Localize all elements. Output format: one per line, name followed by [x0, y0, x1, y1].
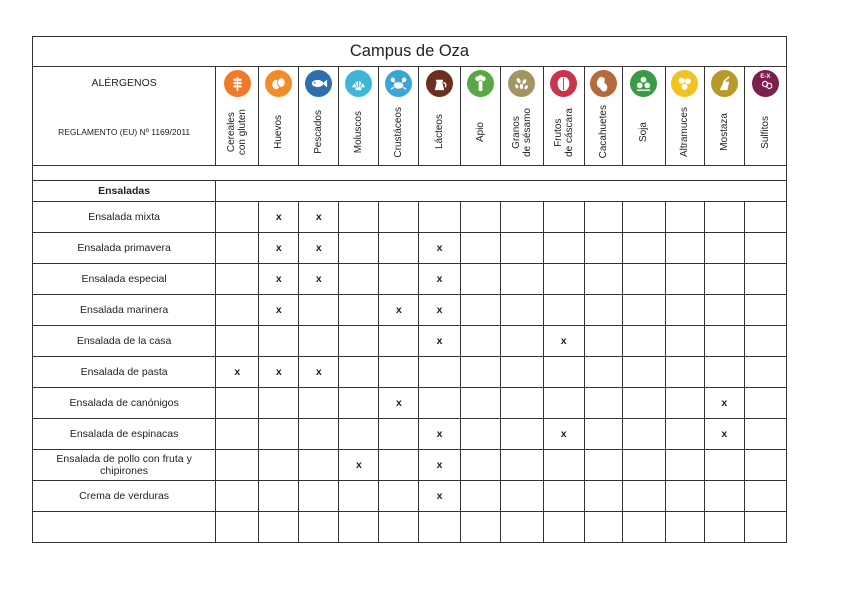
- table-row: [33, 202, 787, 233]
- dish-name: Ensalada de la casa: [33, 326, 216, 357]
- allergen-cell: [704, 481, 744, 512]
- allergen-cell: [744, 481, 786, 512]
- allergen-cell: [379, 388, 419, 419]
- allergen-icon-cell: [460, 67, 500, 100]
- allergen-cell: [216, 264, 259, 295]
- allergen-cell: [543, 295, 584, 326]
- empty-cell: [584, 512, 622, 543]
- table-row: [33, 388, 787, 419]
- allergen-cell: [216, 357, 259, 388]
- allergen-cell: [419, 388, 460, 419]
- allergen-column-header: [419, 99, 460, 166]
- allergen-cell: [460, 295, 500, 326]
- allergen-cell: [622, 233, 665, 264]
- table-row: [33, 326, 787, 357]
- allergen-cell: [704, 450, 744, 481]
- allergen-cell: [339, 295, 379, 326]
- allergen-cell: [584, 295, 622, 326]
- allergen-cell: [379, 202, 419, 233]
- allergen-sheet: [32, 36, 787, 543]
- allergen-cell: [460, 419, 500, 450]
- allergen-cell: [584, 357, 622, 388]
- allergen-cell: [543, 357, 584, 388]
- allergen-cell: [259, 233, 299, 264]
- allergen-cell: [460, 326, 500, 357]
- allergen-mark: x: [315, 273, 322, 285]
- allergen-cell: [339, 481, 379, 512]
- allergen-cell: [622, 295, 665, 326]
- allergen-cell: [500, 326, 543, 357]
- allergen-cell: [339, 264, 379, 295]
- allergen-cell: [299, 233, 339, 264]
- allergen-cell: [622, 202, 665, 233]
- sulphite-badge: E-X: [760, 74, 771, 80]
- allergen-cell: [622, 481, 665, 512]
- allergen-cell: [543, 450, 584, 481]
- allergen-cell: [744, 450, 786, 481]
- dish-name: Ensalada de espinacas: [33, 419, 216, 450]
- allergen-mark: x: [436, 490, 443, 502]
- allergen-column-header: [704, 99, 744, 166]
- empty-cell: [622, 512, 665, 543]
- allergen-cell: [704, 388, 744, 419]
- allergen-mark: x: [721, 428, 728, 440]
- fish-icon: [305, 70, 332, 97]
- table-row: [33, 481, 787, 512]
- dish-name: Ensalada marinera: [33, 295, 216, 326]
- allergen-mark: x: [560, 428, 567, 440]
- allergen-cell: [460, 388, 500, 419]
- allergen-cell: [500, 264, 543, 295]
- allergen-icon-cell: [665, 67, 704, 100]
- allergen-cell: [622, 388, 665, 419]
- allergen-cell: [622, 419, 665, 450]
- allergen-label: Mostaza: [718, 113, 730, 151]
- section-title: Ensaladas: [33, 181, 216, 202]
- allergen-column-header: [744, 99, 786, 166]
- allergen-column-header: [299, 99, 339, 166]
- allergen-cell: [216, 481, 259, 512]
- allergen-icon-cell: [259, 67, 299, 100]
- table-row: [33, 357, 787, 388]
- allergen-cell: [543, 233, 584, 264]
- allergen-mark: x: [275, 366, 282, 378]
- allergen-cell: [216, 326, 259, 357]
- allergen-cell: [500, 295, 543, 326]
- allergen-cell: [419, 295, 460, 326]
- allergen-label: Altramuces: [679, 106, 691, 157]
- allergen-label: Apio: [474, 121, 486, 142]
- allergen-cell: [216, 202, 259, 233]
- allergen-cell: [379, 264, 419, 295]
- nut-icon: [550, 70, 577, 97]
- table-row: [33, 295, 787, 326]
- allergen-icon-cell: [543, 67, 584, 100]
- allergen-cell: [744, 388, 786, 419]
- allergen-cell: [744, 419, 786, 450]
- allergen-label: Crustáceos: [393, 106, 405, 158]
- allergen-cell: [299, 419, 339, 450]
- allergen-cell: [419, 233, 460, 264]
- allergen-icon-cell: [622, 67, 665, 100]
- allergen-cell: [543, 481, 584, 512]
- allergen-cell: [259, 388, 299, 419]
- allergen-label: Huevos: [273, 115, 285, 149]
- allergen-cell: [584, 202, 622, 233]
- celery-icon: [467, 70, 494, 97]
- allergen-mark: x: [436, 273, 443, 285]
- allergen-cell: [744, 264, 786, 295]
- allergen-mark: x: [275, 304, 282, 316]
- dish-name: Crema de verduras: [33, 481, 216, 512]
- allergen-cell: [543, 388, 584, 419]
- table-row: [33, 450, 787, 481]
- allergen-column-header: [339, 99, 379, 166]
- allergen-cell: [744, 202, 786, 233]
- allergen-cell: [216, 388, 259, 419]
- allergen-mark: x: [396, 397, 402, 409]
- allergen-cell: [500, 388, 543, 419]
- allergen-cell: [299, 202, 339, 233]
- allergen-column-header: [665, 99, 704, 166]
- allergen-cell: [299, 264, 339, 295]
- allergen-column-header: [500, 99, 543, 166]
- allergen-cell: [584, 326, 622, 357]
- allergen-column-header: [379, 99, 419, 166]
- allergen-icon-cell: [299, 67, 339, 100]
- allergen-cell: [259, 481, 299, 512]
- allergen-cell: [419, 264, 460, 295]
- allergen-cell: [704, 264, 744, 295]
- allergen-mark: x: [355, 459, 362, 471]
- allergen-icon-cell: [584, 67, 622, 100]
- allergen-column-header: [584, 99, 622, 166]
- empty-cell: [419, 512, 460, 543]
- allergen-mark: x: [315, 366, 322, 378]
- allergen-icon-cell: [744, 67, 786, 100]
- dish-name: Ensalada de pasta: [33, 357, 216, 388]
- allergen-mark: x: [560, 335, 567, 347]
- page-title: Campus de Oza: [33, 37, 787, 67]
- allergen-column-header: [543, 99, 584, 166]
- allergen-cell: [704, 202, 744, 233]
- allergen-cell: [622, 357, 665, 388]
- mustard-icon: [711, 70, 738, 97]
- allergen-cell: [460, 202, 500, 233]
- dish-name: Ensalada especial: [33, 264, 216, 295]
- sulphite-icon: [752, 70, 779, 97]
- empty-cell: [259, 512, 299, 543]
- crab-icon: [385, 70, 412, 97]
- allergen-cell: [339, 450, 379, 481]
- allergen-cell: [584, 450, 622, 481]
- allergen-cell: [622, 326, 665, 357]
- allergen-cell: [216, 419, 259, 450]
- allergen-cell: [419, 450, 460, 481]
- allergen-cell: [339, 326, 379, 357]
- allergen-cell: [339, 357, 379, 388]
- lupin-icon: [671, 70, 698, 97]
- allergen-cell: [665, 388, 704, 419]
- allergen-mark: x: [436, 335, 443, 347]
- allergen-column-header: [622, 99, 665, 166]
- allergen-label: Pescados: [313, 110, 325, 154]
- dish-name: Ensalada primavera: [33, 233, 216, 264]
- allergen-mark: x: [315, 211, 322, 223]
- empty-cell: [500, 512, 543, 543]
- allergen-label: Lácteos: [433, 114, 445, 150]
- allergen-cell: [622, 450, 665, 481]
- regulation-label: REGLAMENTO (EU) Nº 1169/2011: [33, 99, 216, 166]
- allergen-cell: [339, 388, 379, 419]
- allergen-cell: [419, 481, 460, 512]
- allergen-cell: [500, 419, 543, 450]
- allergen-cell: [339, 202, 379, 233]
- allergen-cell: [704, 295, 744, 326]
- allergen-cell: [299, 326, 339, 357]
- allergen-cell: [704, 326, 744, 357]
- allergen-cell: [665, 326, 704, 357]
- allergen-label: Cereales con gluten: [226, 108, 249, 156]
- allergen-cell: [259, 326, 299, 357]
- allergen-cell: [665, 233, 704, 264]
- allergen-cell: [379, 357, 419, 388]
- allergen-icon-cell: [419, 67, 460, 100]
- table-row: [33, 419, 787, 450]
- allergen-cell: [379, 481, 419, 512]
- allergen-icon-cell: [500, 67, 543, 100]
- allergen-cell: [665, 357, 704, 388]
- empty-row: [33, 512, 787, 543]
- allergen-cell: [500, 202, 543, 233]
- allergen-cell: [259, 264, 299, 295]
- allergen-cell: [460, 233, 500, 264]
- allergen-cell: [379, 450, 419, 481]
- allergen-mark: x: [275, 242, 282, 254]
- allergen-cell: [584, 419, 622, 450]
- empty-cell: [379, 512, 419, 543]
- allergen-mark: x: [275, 273, 282, 285]
- allergen-cell: [259, 357, 299, 388]
- spacer-row: [33, 166, 787, 181]
- allergen-cell: [379, 326, 419, 357]
- allergen-mark: x: [315, 242, 322, 254]
- allergen-cell: [584, 264, 622, 295]
- table-row: [33, 233, 787, 264]
- allergen-label: Soja: [638, 121, 650, 142]
- allergen-cell: [665, 295, 704, 326]
- allergen-cell: [543, 264, 584, 295]
- allergen-cell: [500, 357, 543, 388]
- allergen-cell: [339, 233, 379, 264]
- allergen-cell: [216, 295, 259, 326]
- empty-cell: [665, 512, 704, 543]
- allergen-mark: x: [436, 242, 443, 254]
- allergen-cell: [460, 481, 500, 512]
- allergen-cell: [704, 357, 744, 388]
- peanut-icon: [590, 70, 617, 97]
- allergen-icon-cell: [339, 67, 379, 100]
- allergen-cell: [500, 481, 543, 512]
- allergen-cell: [379, 233, 419, 264]
- empty-cell: [704, 512, 744, 543]
- allergens-heading: ALÉRGENOS: [33, 67, 216, 100]
- allergen-cell: [299, 450, 339, 481]
- allergen-cell: [460, 264, 500, 295]
- allergen-label: Sulfitos: [759, 115, 771, 149]
- allergen-table: [32, 36, 787, 543]
- allergen-cell: [665, 481, 704, 512]
- wheat-icon: [224, 70, 251, 97]
- allergen-cell: [259, 295, 299, 326]
- allergen-cell: [299, 295, 339, 326]
- dish-name: Ensalada de canónigos: [33, 388, 216, 419]
- table-row: [33, 264, 787, 295]
- allergen-cell: [704, 233, 744, 264]
- empty-cell: [543, 512, 584, 543]
- allergen-mark: x: [721, 397, 728, 409]
- section-header-row: [33, 181, 787, 202]
- allergen-cell: [622, 264, 665, 295]
- dish-name: Ensalada mixta: [33, 202, 216, 233]
- allergen-cell: [665, 202, 704, 233]
- allergen-cell: [216, 233, 259, 264]
- allergen-cell: [379, 419, 419, 450]
- allergen-cell: [500, 233, 543, 264]
- allergen-cell: [665, 450, 704, 481]
- allergen-cell: [419, 419, 460, 450]
- empty-cell: [216, 512, 259, 543]
- allergen-mark: x: [436, 459, 443, 471]
- allergen-cell: [744, 233, 786, 264]
- allergen-mark: x: [436, 428, 443, 440]
- allergen-cell: [665, 264, 704, 295]
- allergen-cell: [584, 388, 622, 419]
- allergen-mark: x: [234, 366, 241, 378]
- allergen-cell: [339, 419, 379, 450]
- allergen-cell: [543, 326, 584, 357]
- allergen-icon-cell: [216, 67, 259, 100]
- soy-icon: [630, 70, 657, 97]
- allergen-cell: [704, 419, 744, 450]
- empty-cell: [299, 512, 339, 543]
- empty-cell: [339, 512, 379, 543]
- allergen-mark: x: [436, 304, 443, 316]
- milk-jug-icon: [426, 70, 453, 97]
- allergen-cell: [584, 481, 622, 512]
- allergen-label: Cacahuetes: [597, 105, 609, 159]
- allergen-cell: [460, 357, 500, 388]
- allergen-cell: [299, 481, 339, 512]
- allergen-cell: [744, 295, 786, 326]
- allergen-cell: [543, 419, 584, 450]
- allergen-label: Moluscos: [353, 110, 365, 154]
- shell-icon: [345, 70, 372, 97]
- allergen-cell: [543, 202, 584, 233]
- allergen-cell: [744, 357, 786, 388]
- allergen-label: Granos de sésamo: [510, 107, 533, 157]
- allergen-label: Frutos de cáscara: [552, 107, 575, 157]
- allergen-mark: x: [396, 304, 402, 316]
- allergen-cell: [216, 450, 259, 481]
- eggs-icon: [265, 70, 292, 97]
- allergen-cell: [584, 233, 622, 264]
- allergen-cell: [419, 326, 460, 357]
- allergen-mark: x: [275, 211, 282, 223]
- allergen-cell: [299, 357, 339, 388]
- allergen-cell: [460, 450, 500, 481]
- allergen-cell: [259, 450, 299, 481]
- allergen-column-header: [216, 99, 259, 166]
- empty-cell: [33, 512, 216, 543]
- empty-cell: [744, 512, 786, 543]
- allergen-cell: [419, 357, 460, 388]
- dish-name: Ensalada de pollo con fruta y chipirones: [33, 450, 216, 481]
- allergen-cell: [665, 419, 704, 450]
- allergen-cell: [419, 202, 460, 233]
- empty-cell: [460, 512, 500, 543]
- allergen-cell: [500, 450, 543, 481]
- allergen-cell: [259, 419, 299, 450]
- allergen-cell: [259, 202, 299, 233]
- allergen-cell: [299, 388, 339, 419]
- allergen-icon-cell: [379, 67, 419, 100]
- allergen-column-header: [259, 99, 299, 166]
- allergen-cell: [744, 326, 786, 357]
- allergen-cell: [379, 295, 419, 326]
- allergen-icon-cell: [704, 67, 744, 100]
- sesame-icon: [508, 70, 535, 97]
- allergen-column-header: [460, 99, 500, 166]
